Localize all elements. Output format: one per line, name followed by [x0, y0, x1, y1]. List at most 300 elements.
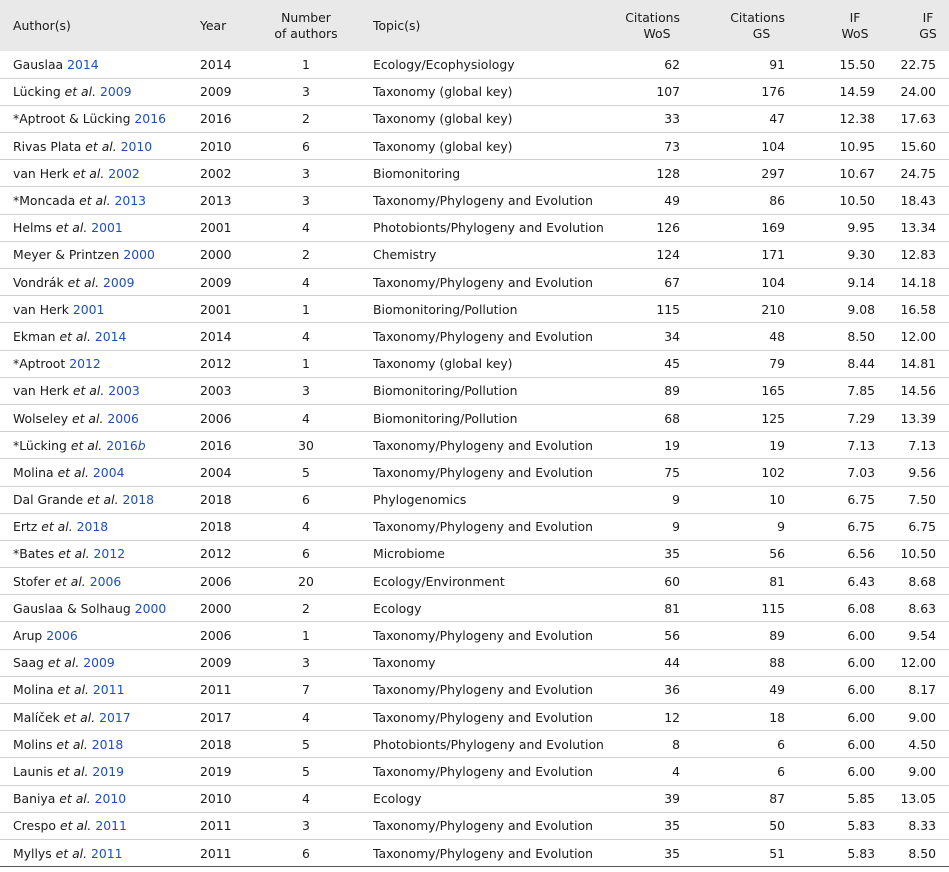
cell-number-of-authors: 2 [302, 111, 310, 127]
cell-year: 2010 [200, 138, 232, 154]
cell-if-wos: 5.85 [847, 791, 875, 807]
author-name: *Moncada [13, 193, 76, 209]
cell-topic: Phylogenomics [373, 492, 467, 508]
cell-citations-gs: 102 [761, 464, 785, 480]
cell-year: 2011 [200, 845, 232, 861]
cell-if-wos: 6.75 [847, 519, 875, 535]
reference-link[interactable] [107, 411, 139, 426]
author-name: Baniya [13, 791, 56, 807]
cell-topic: Taxonomy (global key) [373, 84, 513, 100]
reference-link[interactable] [106, 438, 145, 453]
author-name: Molina [13, 682, 54, 698]
table-row [0, 676, 949, 703]
cell-author [0, 269, 198, 296]
reference-year: 2000 [134, 600, 167, 616]
cell-topic: Taxonomy (global key) [373, 138, 513, 154]
table-row [0, 133, 949, 160]
cell-year: 2013 [200, 193, 232, 209]
reference-year: 2014 [94, 328, 127, 344]
reference-year: 2001 [91, 220, 123, 236]
reference-year: 2011 [95, 818, 127, 834]
reference-suffix: b [137, 437, 146, 453]
col-header-if-gs[interactable] [883, 0, 949, 51]
table-row [0, 296, 949, 323]
cell-author [0, 704, 198, 731]
col-header-if-wos[interactable] [803, 0, 883, 51]
table-row [0, 459, 949, 486]
cell-citations-wos: 35 [664, 546, 680, 562]
cell-author [0, 350, 198, 377]
cell-year: 2011 [200, 818, 232, 834]
cell-citations-gs: 10 [769, 492, 785, 508]
reference-year: 2010 [120, 138, 153, 154]
cell-topic: Taxonomy/Phylogeny and Evolution [373, 682, 593, 698]
reference-link[interactable] [91, 846, 123, 861]
cell-citations-gs: 19 [769, 437, 785, 453]
cell-if-gs: 12.00 [900, 655, 936, 671]
cell-if-gs: 8.50 [908, 845, 936, 861]
table-row [0, 241, 949, 268]
author-name: van Herk [13, 383, 69, 399]
reference-link[interactable] [91, 220, 123, 235]
et-al: et al. [72, 165, 105, 181]
col-header-citations-wos[interactable] [606, 0, 708, 51]
cell-number-of-authors: 20 [298, 573, 314, 589]
et-al: et al. [56, 736, 88, 752]
cell-number-of-authors: 1 [302, 56, 310, 72]
cell-number-of-authors: 1 [302, 356, 310, 372]
cell-if-wos: 5.83 [847, 818, 875, 834]
cell-citations-gs: 297 [761, 165, 785, 181]
author-name: *Bates [13, 546, 55, 562]
reference-year: 2013 [114, 193, 147, 209]
reference-link[interactable] [92, 764, 124, 779]
cell-if-wos: 6.00 [847, 628, 875, 644]
author-name: Myllys [13, 845, 52, 861]
reference-year: 2014 [67, 56, 99, 72]
cell-citations-wos: 44 [664, 655, 680, 671]
cell-citations-gs: 176 [761, 84, 785, 100]
cell-if-gs: 12.00 [900, 328, 936, 344]
author-name: Dal Grande [13, 492, 84, 508]
cell-if-gs: 14.56 [900, 383, 936, 399]
et-al: et al. [59, 818, 92, 834]
col-header-line: Citations [730, 9, 785, 25]
cell-citations-gs: 6 [777, 736, 785, 752]
cell-if-wos: 10.50 [839, 193, 875, 209]
cell-citations-wos: 45 [664, 356, 680, 372]
author-name: Arup [13, 628, 43, 644]
cell-citations-wos: 62 [664, 56, 680, 72]
col-header-line: WoS [841, 25, 869, 41]
table-row [0, 51, 949, 78]
table-body [0, 51, 949, 867]
table-row [0, 105, 949, 132]
cell-topic: Taxonomy/Phylogeny and Evolution [373, 628, 593, 644]
author-name: Molina [13, 464, 54, 480]
cell-if-wos: 6.00 [847, 763, 875, 779]
reference-year: 2006 [89, 573, 122, 589]
cell-citations-gs: 50 [769, 818, 785, 834]
cell-if-wos: 12.38 [839, 111, 875, 127]
cell-topic: Biomonitoring/Pollution [373, 383, 518, 399]
author-name: *Aptroot [13, 356, 66, 372]
cell-citations-wos: 60 [664, 573, 680, 589]
reference-link[interactable] [135, 601, 167, 616]
cell-if-wos: 6.56 [847, 546, 875, 562]
cell-topic: Taxonomy/Phylogeny and Evolution [373, 709, 593, 725]
cell-topic: Taxonomy [373, 655, 436, 671]
cell-author [0, 160, 198, 187]
cell-number-of-authors: 7 [302, 682, 310, 698]
col-header-line: of authors [274, 25, 338, 41]
cell-citations-gs: 88 [769, 655, 785, 671]
author-name: *Lücking [13, 437, 67, 453]
cell-number-of-authors: 3 [302, 383, 310, 399]
cell-if-gs: 24.75 [900, 165, 936, 181]
reference-year: 2017 [99, 709, 131, 725]
cell-citations-gs: 125 [761, 410, 785, 426]
cell-citations-wos: 115 [656, 301, 680, 317]
author-name: Gauslaa & Solhaug [13, 600, 131, 616]
et-al: et al. [55, 845, 88, 861]
cell-author [0, 486, 198, 513]
reference-year: 2000 [123, 247, 155, 263]
reference-link[interactable] [94, 546, 126, 561]
cell-if-wos: 10.67 [839, 165, 875, 181]
cell-citations-gs: 18 [769, 709, 785, 725]
cell-if-wos: 9.08 [847, 301, 875, 317]
table-row [0, 704, 949, 731]
cell-author [0, 296, 198, 323]
et-al: et al. [58, 546, 90, 562]
cell-if-wos: 14.59 [839, 84, 875, 100]
cell-topic: Ecology/Ecophysiology [373, 56, 515, 72]
cell-author [0, 78, 198, 105]
reference-link[interactable] [121, 139, 153, 154]
cell-number-of-authors: 1 [302, 301, 310, 317]
reference-year: 2006 [46, 628, 78, 644]
cell-citations-gs: 51 [769, 845, 785, 861]
author-name: Rivas Plata [13, 138, 82, 154]
reference-link[interactable] [123, 247, 155, 262]
cell-if-gs: 12.83 [900, 247, 936, 263]
cell-citations-wos: 68 [664, 410, 680, 426]
cell-author [0, 51, 198, 78]
author-name: Ertz [13, 519, 38, 535]
cell-number-of-authors: 4 [302, 328, 310, 344]
table-row [0, 731, 949, 758]
table-row [0, 758, 949, 785]
cell-citations-gs: 210 [761, 301, 785, 317]
reference-link[interactable] [83, 655, 115, 670]
reference-link[interactable] [95, 329, 127, 344]
table-row [0, 404, 949, 431]
cell-if-gs: 18.43 [900, 193, 936, 209]
cell-topic: Taxonomy (global key) [373, 111, 513, 127]
reference-link[interactable] [100, 84, 132, 99]
cell-if-gs: 14.18 [900, 274, 936, 290]
cell-citations-wos: 19 [664, 437, 680, 453]
cell-if-wos: 6.08 [847, 600, 875, 616]
cell-year: 2006 [200, 573, 232, 589]
cell-if-gs: 7.50 [908, 492, 936, 508]
cell-citations-wos: 49 [664, 193, 680, 209]
et-al: et al. [59, 791, 91, 807]
et-al: et al. [57, 464, 89, 480]
et-al: et al. [72, 383, 105, 399]
cell-citations-wos: 9 [672, 519, 680, 535]
cell-number-of-authors: 6 [302, 492, 310, 508]
cell-citations-gs: 47 [769, 111, 785, 127]
cell-if-gs: 13.05 [900, 791, 936, 807]
cell-if-wos: 15.50 [839, 56, 875, 72]
author-name: Helms [13, 220, 52, 236]
reference-year: 2011 [91, 845, 123, 861]
author-name: Launis [13, 763, 54, 779]
reference-year: 2018 [122, 492, 155, 508]
reference-year: 2019 [92, 763, 124, 779]
et-al: et al. [67, 274, 100, 290]
cell-number-of-authors: 5 [302, 736, 310, 752]
reference-link[interactable] [73, 302, 105, 317]
cell-number-of-authors: 4 [302, 791, 310, 807]
cell-year: 2006 [200, 628, 232, 644]
cell-author [0, 568, 198, 595]
table-row [0, 785, 949, 812]
table-row [0, 350, 949, 377]
cell-citations-gs: 49 [769, 682, 785, 698]
cell-author [0, 622, 198, 649]
cell-year: 2019 [200, 763, 232, 779]
cell-if-gs: 9.00 [908, 709, 936, 725]
et-al: et al. [71, 410, 104, 426]
cell-topic: Chemistry [373, 247, 437, 263]
cell-citations-gs: 79 [769, 356, 785, 372]
reference-link[interactable] [122, 492, 154, 507]
table-row [0, 812, 949, 839]
cell-if-wos: 7.13 [847, 437, 875, 453]
cell-year: 2018 [200, 736, 232, 752]
cell-citations-gs: 89 [769, 628, 785, 644]
cell-citations-wos: 67 [664, 274, 680, 290]
reference-link[interactable] [92, 737, 124, 752]
cell-number-of-authors: 3 [302, 818, 310, 834]
cell-year: 2012 [200, 546, 232, 562]
author-name: van Herk [13, 165, 69, 181]
reference-year: 2002 [108, 165, 140, 181]
cell-year: 2000 [200, 247, 232, 263]
cell-author [0, 595, 198, 622]
cell-citations-gs: 86 [769, 193, 785, 209]
author-name: Stofer [13, 573, 51, 589]
cell-citations-wos: 36 [664, 682, 680, 698]
cell-year: 2014 [200, 56, 232, 72]
et-al: et al. [64, 84, 97, 100]
cell-citations-wos: 89 [664, 383, 680, 399]
col-header-line: WoS [643, 25, 671, 41]
cell-topic: Taxonomy/Phylogeny and Evolution [373, 328, 593, 344]
cell-topic: Taxonomy (global key) [373, 356, 513, 372]
cell-year: 2001 [200, 220, 232, 236]
reference-link[interactable] [69, 356, 101, 371]
cell-citations-gs: 104 [761, 138, 785, 154]
reference-year: 2016 [106, 437, 138, 453]
table-row [0, 160, 949, 187]
cell-if-gs: 8.68 [908, 573, 936, 589]
cell-citations-wos: 12 [664, 709, 680, 725]
col-header-topic[interactable]: Topic(s) [373, 17, 421, 33]
col-header-citations-gs[interactable] [708, 0, 803, 51]
col-header-line: IF [922, 9, 934, 25]
table-row [0, 323, 949, 350]
reference-link[interactable] [108, 166, 140, 181]
cell-year: 2000 [200, 600, 232, 616]
cell-year: 2009 [200, 274, 232, 290]
table-row [0, 377, 949, 404]
cell-citations-gs: 81 [769, 573, 785, 589]
cell-number-of-authors: 4 [302, 519, 310, 535]
cell-year: 2009 [200, 655, 232, 671]
cell-if-gs: 8.33 [908, 818, 936, 834]
cell-citations-wos: 126 [656, 220, 680, 236]
cell-number-of-authors: 4 [302, 709, 310, 725]
cell-year: 2001 [200, 301, 232, 317]
col-header-author[interactable]: Author(s) [13, 17, 71, 33]
reference-link[interactable] [103, 275, 135, 290]
cell-topic: Taxonomy/Phylogeny and Evolution [373, 818, 593, 834]
cell-citations-gs: 9 [777, 519, 785, 535]
cell-topic: Biomonitoring/Pollution [373, 301, 518, 317]
reference-link[interactable] [67, 57, 99, 72]
cell-number-of-authors: 6 [302, 845, 310, 861]
reference-year: 2010 [94, 791, 127, 807]
et-al: et al. [55, 220, 88, 236]
cell-author [0, 731, 198, 758]
cell-author [0, 459, 198, 486]
reference-link[interactable] [93, 682, 125, 697]
cell-year: 2011 [200, 682, 232, 698]
cell-year: 2010 [200, 791, 232, 807]
reference-year: 2011 [92, 682, 125, 698]
cell-if-wos: 5.83 [847, 845, 875, 861]
author-name: Crespo [13, 818, 56, 834]
cell-citations-gs: 48 [769, 328, 785, 344]
reference-year: 2009 [83, 655, 115, 671]
cell-author [0, 513, 198, 540]
cell-topic: Taxonomy/Phylogeny and Evolution [373, 437, 593, 453]
cell-if-wos: 9.30 [847, 247, 875, 263]
reference-link[interactable] [134, 111, 166, 126]
reference-year: 2009 [103, 274, 135, 290]
cell-if-gs: 13.39 [900, 410, 936, 426]
reference-link[interactable] [115, 193, 147, 208]
et-al: et al. [70, 437, 103, 453]
cell-author [0, 214, 198, 241]
cell-citations-wos: 4 [672, 763, 680, 779]
cell-year: 2018 [200, 492, 232, 508]
cell-citations-wos: 73 [664, 138, 680, 154]
table-row [0, 649, 949, 676]
reference-year: 2018 [76, 519, 109, 535]
cell-topic: Taxonomy/Phylogeny and Evolution [373, 274, 593, 290]
cell-citations-gs: 165 [761, 383, 785, 399]
reference-year: 2018 [91, 736, 124, 752]
author-name: Vondrák [13, 274, 64, 290]
cell-author [0, 105, 198, 132]
reference-year: 2003 [108, 383, 140, 399]
cell-citations-gs: 91 [769, 56, 785, 72]
cell-number-of-authors: 4 [302, 220, 310, 236]
cell-number-of-authors: 1 [302, 628, 310, 644]
cell-citations-gs: 56 [769, 546, 785, 562]
table-row [0, 540, 949, 567]
cell-number-of-authors: 3 [302, 165, 310, 181]
cell-number-of-authors: 4 [302, 410, 310, 426]
cell-author [0, 241, 198, 268]
reference-link[interactable] [108, 383, 140, 398]
cell-number-of-authors: 30 [298, 437, 314, 453]
cell-author [0, 377, 198, 404]
cell-if-gs: 6.75 [908, 519, 936, 535]
author-name: van Herk [13, 301, 69, 317]
table-row [0, 187, 949, 214]
cell-citations-gs: 171 [761, 247, 785, 263]
col-header-number-of-authors[interactable] [246, 0, 366, 51]
cell-if-wos: 6.00 [847, 682, 875, 698]
cell-if-gs: 4.50 [908, 736, 936, 752]
cell-number-of-authors: 5 [302, 464, 310, 480]
cell-number-of-authors: 5 [302, 763, 310, 779]
reference-year: 2006 [107, 410, 139, 426]
col-header-year[interactable]: Year [200, 17, 227, 33]
cell-author [0, 785, 198, 812]
cell-topic: Biomonitoring/Pollution [373, 410, 518, 426]
cell-author [0, 133, 198, 160]
col-header-line: GS [919, 25, 937, 41]
col-header-line: IF [849, 9, 861, 25]
cell-if-gs: 9.00 [908, 763, 936, 779]
cell-if-wos: 6.00 [847, 736, 875, 752]
cell-year: 2004 [200, 464, 232, 480]
reference-link[interactable] [46, 628, 78, 643]
reference-link[interactable] [95, 818, 127, 833]
reference-link[interactable] [95, 791, 127, 806]
table-row [0, 214, 949, 241]
reference-year: 2004 [92, 464, 125, 480]
cell-number-of-authors: 3 [302, 193, 310, 209]
et-al: et al. [57, 763, 89, 779]
author-name: Malíček [13, 709, 60, 725]
cell-citations-wos: 34 [664, 328, 680, 344]
cell-if-wos: 7.03 [847, 464, 875, 480]
cell-if-wos: 9.95 [847, 220, 875, 236]
reference-link[interactable] [93, 465, 125, 480]
et-al: et al. [54, 573, 86, 589]
cell-topic: Taxonomy/Phylogeny and Evolution [373, 464, 593, 480]
cell-author [0, 404, 198, 431]
cell-number-of-authors: 6 [302, 546, 310, 562]
cell-number-of-authors: 4 [302, 274, 310, 290]
table-row [0, 622, 949, 649]
reference-link[interactable] [77, 519, 109, 534]
et-al: et al. [47, 655, 80, 671]
author-name: Ekman [13, 328, 56, 344]
reference-link[interactable] [90, 574, 122, 589]
reference-link[interactable] [99, 710, 131, 725]
cell-if-gs: 8.17 [908, 682, 936, 698]
col-header-line: GS [752, 25, 771, 41]
